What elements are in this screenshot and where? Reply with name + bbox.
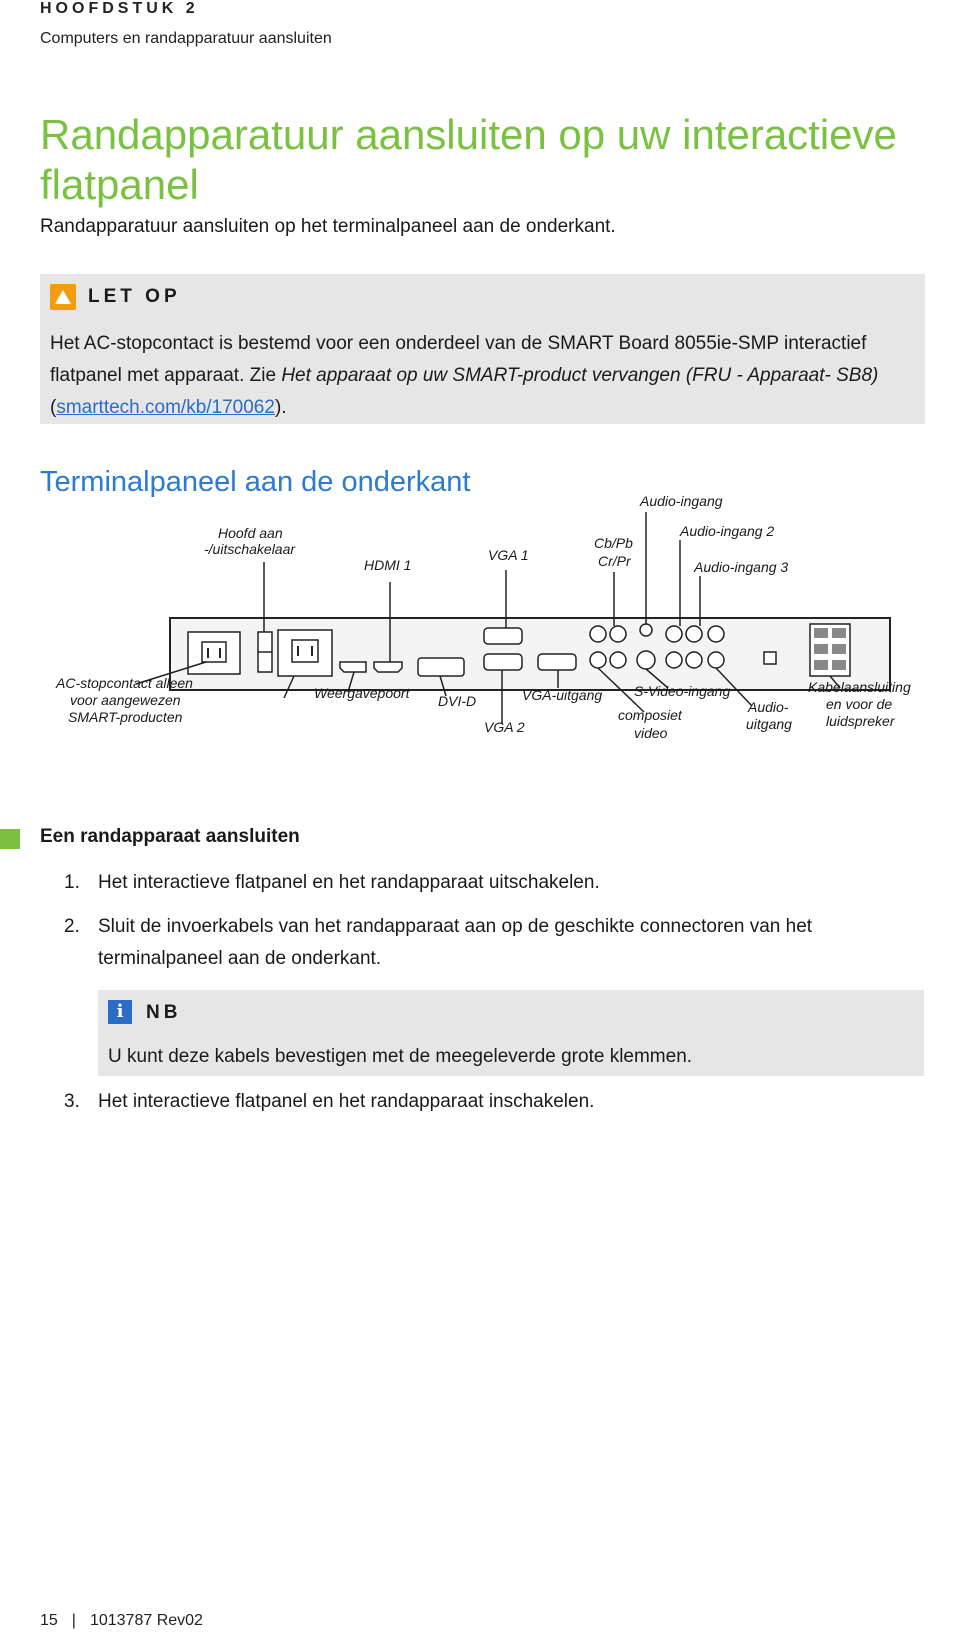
page-footer <box>40 1612 203 1630</box>
caution-text-part: ). <box>274 397 287 418</box>
note-callout <box>98 990 924 1076</box>
kb-link[interactable]: smarttech.com/kb/170062 <box>56 397 275 418</box>
caution-reference-title: Het apparaat op uw SMART-product vervangen (FRU - Apparaat- SB8) <box>281 365 879 386</box>
rca-jack <box>666 652 682 668</box>
document-number: 1013787 Rev02 <box>89 1612 203 1629</box>
task-marker-icon <box>0 829 20 849</box>
page-number: 15 <box>40 1612 58 1629</box>
label-ac-1: AC-stopcontact alleen <box>56 675 193 691</box>
label-power-switch-2: -/uitschakelaar <box>204 541 296 557</box>
rca-jack <box>708 652 724 668</box>
info-icon: i <box>108 1000 132 1024</box>
step-text: Het interactieve flatpanel en het randapparaat uitschakelen. <box>98 872 600 893</box>
audio-jack <box>640 624 652 636</box>
vga-out-port <box>538 654 576 670</box>
label-speaker-2: en voor de <box>826 696 893 712</box>
rca-jack <box>686 626 702 642</box>
rca-jack <box>708 626 724 642</box>
intro-text: Randapparatuur aansluiten op het terminalpaneel aan de onderkant. <box>40 216 616 237</box>
label-vga2: VGA 2 <box>484 719 525 735</box>
label-ac-3: SMART-producten <box>68 709 183 725</box>
usb-port <box>764 652 776 664</box>
page-title: Randapparatuur aansluiten op uw interactieve flatpanel <box>40 111 897 208</box>
caution-callout <box>40 274 925 424</box>
dvi-port <box>418 658 464 676</box>
caution-text <box>50 328 910 424</box>
caution-text-part: Het AC-stopcontact is bestemd voor een onderdeel van de SMART Board 8055ie-SMP interactief flatpanel met apparaat. Zie <box>50 333 867 386</box>
step-number: 1. <box>64 872 80 893</box>
ac-inlet <box>278 630 332 676</box>
label-vga1: VGA 1 <box>488 547 529 563</box>
label-cbpb: Cb/Pb <box>594 535 633 551</box>
label-composite-2: video <box>634 725 668 741</box>
label-ac-2: voor aangewezen <box>70 692 181 708</box>
ac-outlet <box>188 632 240 674</box>
step-text: Sluit de invoerkabels van het randapparaat aan op de geschikte connectoren van het terminalpaneel aan de onderkant. <box>98 916 813 969</box>
label-audio-in-3: Audio-ingang 3 <box>694 559 789 575</box>
rca-jack <box>610 626 626 642</box>
rca-jack <box>590 652 606 668</box>
step-text: Het interactieve flatpanel en het randapparaat inschakelen. <box>98 1091 595 1112</box>
svideo-jack <box>637 651 655 669</box>
vga2-port <box>484 654 522 670</box>
caution-title: LET OP <box>88 286 181 307</box>
rca-jack <box>590 626 606 642</box>
display-port <box>340 662 366 672</box>
label-audio-in-2: Audio-ingang 2 <box>680 523 775 539</box>
label-composite-1: composiet <box>618 707 682 723</box>
label-vga-out: VGA-uitgang <box>522 687 603 703</box>
note-text: U kunt deze kabels bevestigen met de meegeleverde grote klemmen. <box>108 1046 693 1067</box>
chapter-subtitle: Computers en randapparatuur aansluiten <box>40 30 332 47</box>
chapter-label: HOOFDSTUK 2 <box>40 0 199 17</box>
caution-text-part: ( <box>50 397 57 418</box>
label-crpr: Cr/Pr <box>598 553 631 569</box>
label-speaker-1: Kabelaansluiting <box>808 679 911 695</box>
vga1-port <box>484 628 522 644</box>
terminal-panel-diagram <box>40 493 920 772</box>
note-title: NB <box>146 1002 182 1023</box>
step-number: 3. <box>64 1091 80 1112</box>
rca-jack <box>610 652 626 668</box>
label-audio-out-1: Audio- <box>748 699 789 715</box>
label-hdmi1: HDMI 1 <box>364 557 412 573</box>
rca-jack <box>686 652 702 668</box>
label-svideo: S-Video-ingang <box>634 683 731 699</box>
task-title: Een randapparaat aansluiten <box>40 826 300 847</box>
label-audio-out-2: uitgang <box>746 716 792 732</box>
rca-jack <box>666 626 682 642</box>
label-dvid: DVI-D <box>438 693 477 709</box>
hdmi-port <box>374 662 402 672</box>
warning-icon <box>50 284 76 310</box>
footer-separator: | <box>71 1612 76 1629</box>
section-heading: Terminalpaneel aan de onderkant <box>40 466 471 498</box>
label-speaker-3: luidspreker <box>826 713 895 729</box>
step-number: 2. <box>64 916 80 937</box>
label-power-switch-1: Hoofd aan <box>218 525 283 541</box>
label-audio-in: Audio-ingang <box>640 493 723 509</box>
label-display-port: Weergavepoort <box>314 685 410 701</box>
